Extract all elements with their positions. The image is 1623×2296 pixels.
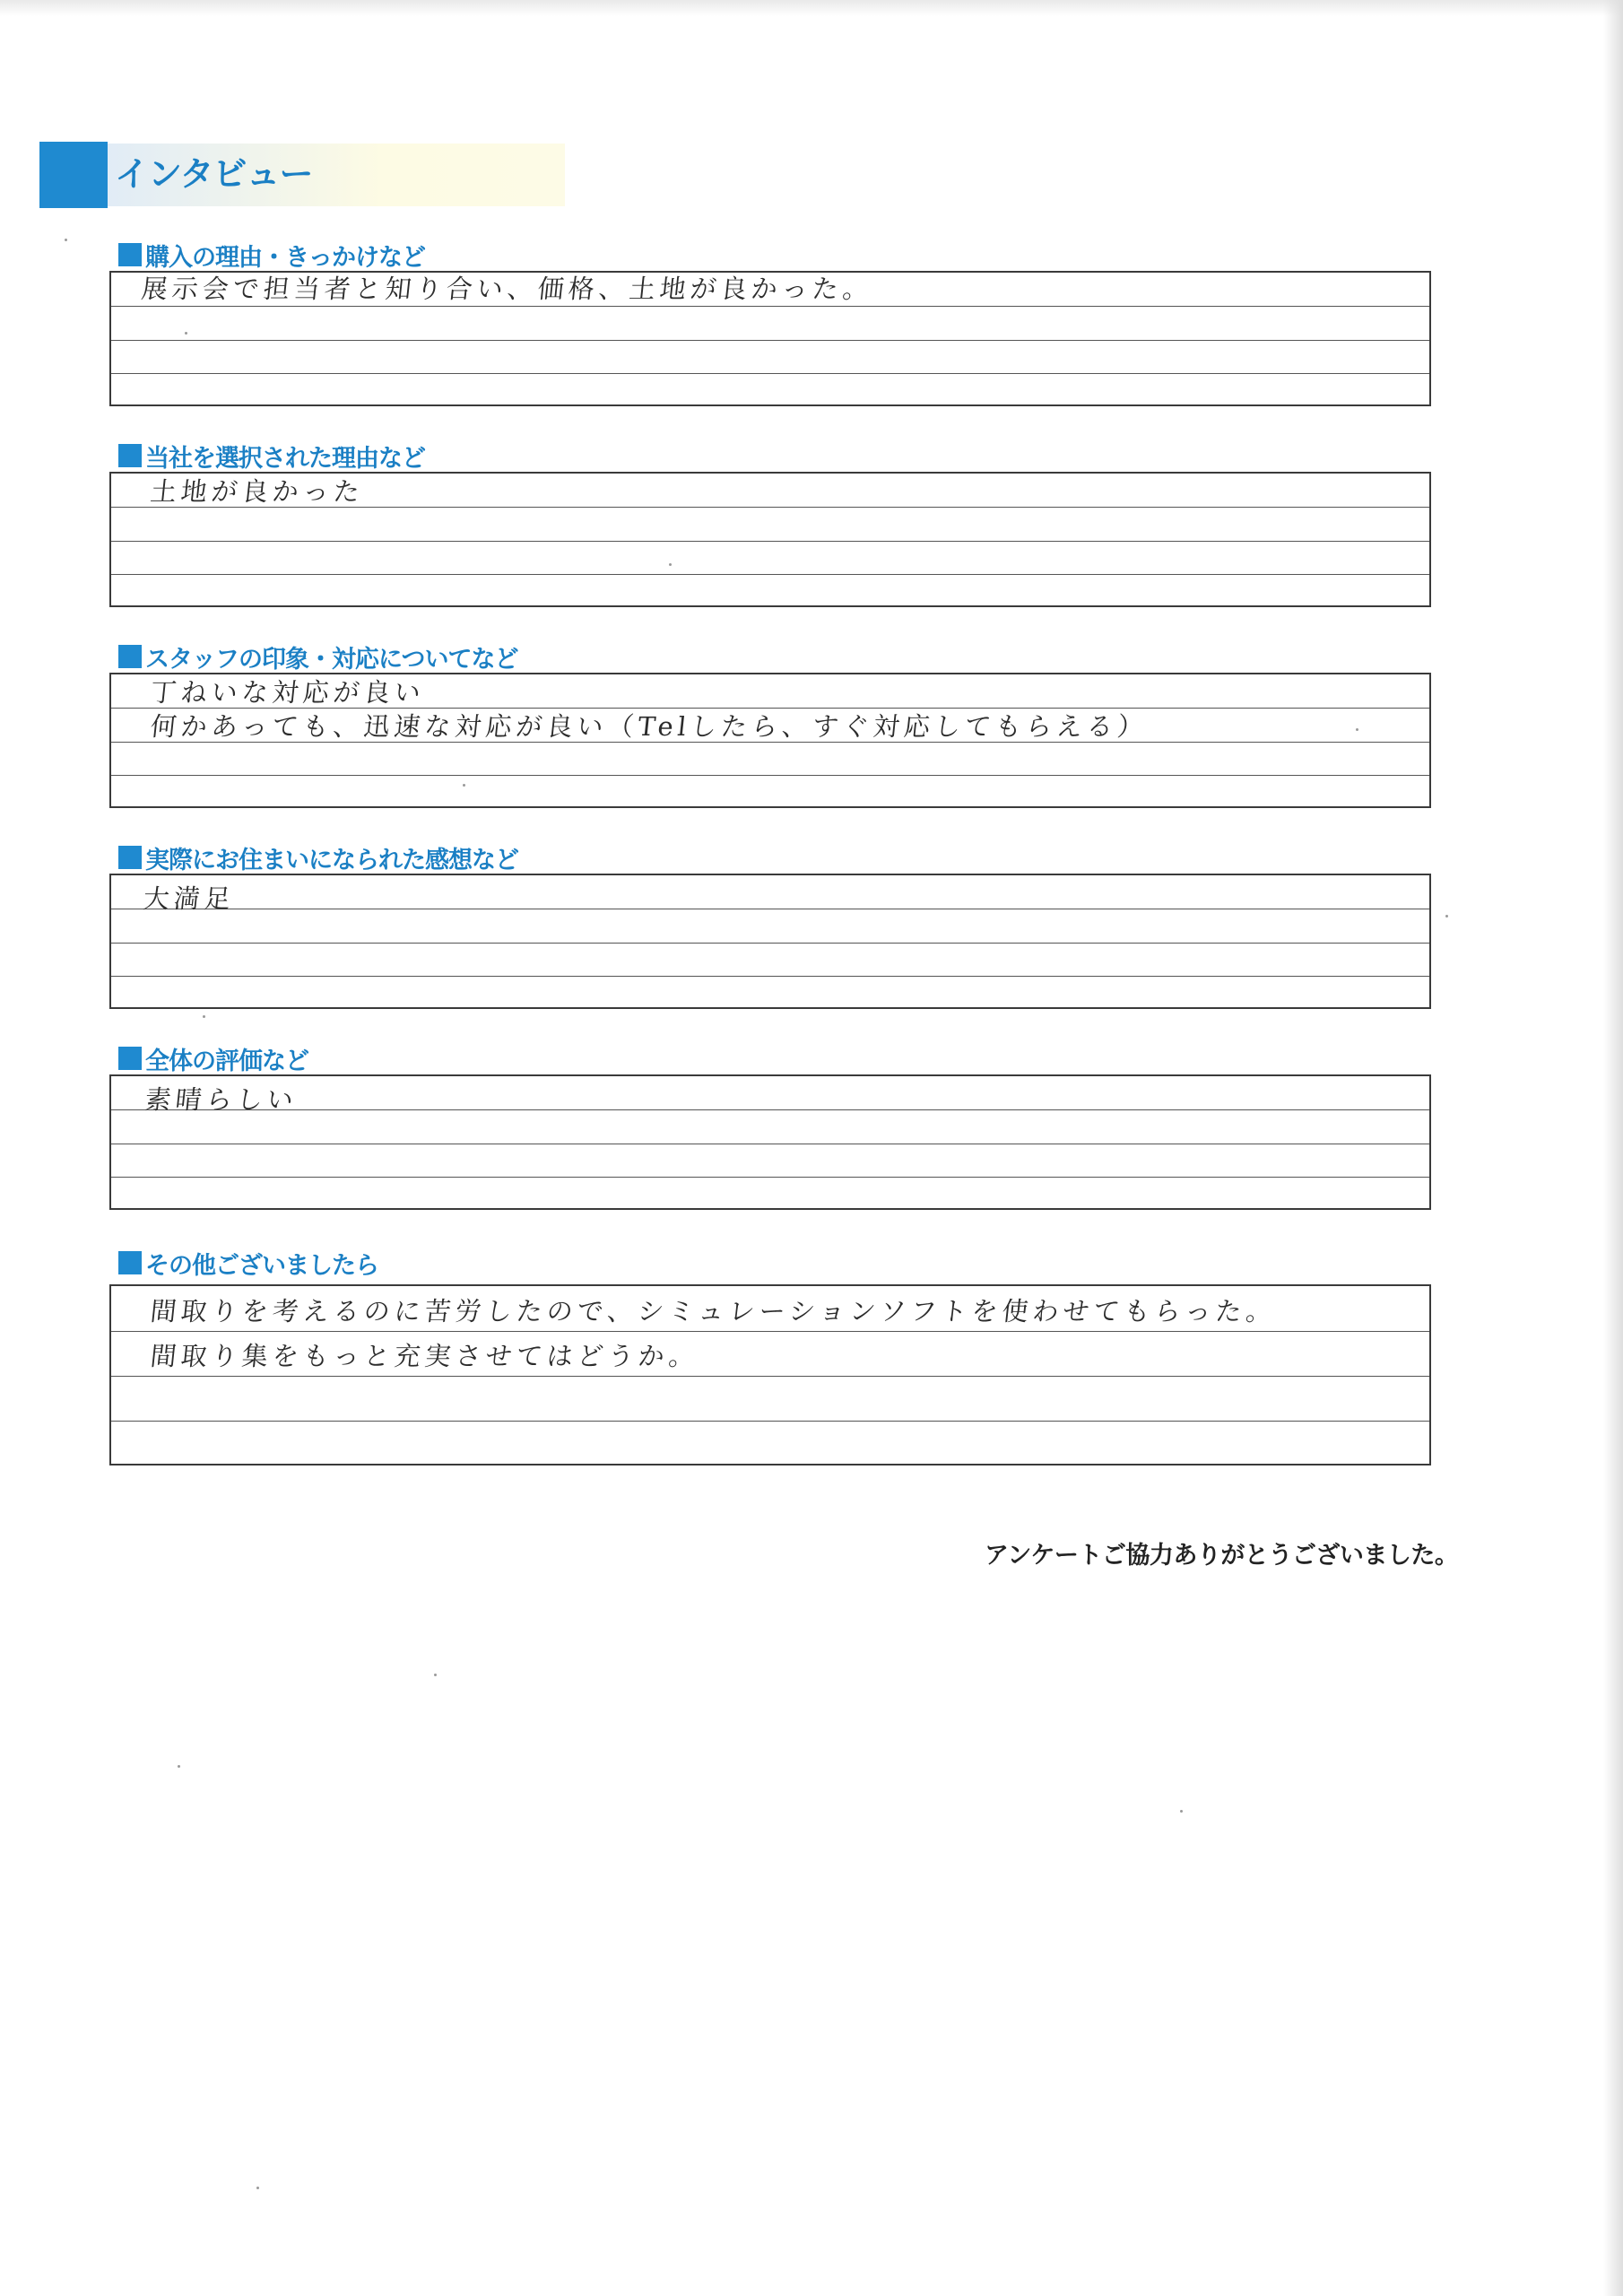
section-heading	[118, 1247, 378, 1279]
section-heading-text: 実際にお住まいになられた感想など	[145, 846, 518, 874]
answer-text: 素晴らしい	[143, 1084, 299, 1115]
section-heading	[118, 841, 518, 874]
scan-speck	[178, 1765, 180, 1768]
scan-edge-top	[0, 0, 1623, 16]
section-heading-text: 全体の評価など	[145, 1047, 308, 1075]
heading-bullet-square	[118, 645, 142, 668]
answer-rule	[111, 306, 1429, 307]
section-heading-text: 購入の理由・きっかけなど	[145, 243, 425, 272]
answer-rule	[111, 1376, 1429, 1377]
answer-box	[109, 1284, 1431, 1465]
scan-speck	[65, 239, 67, 241]
answer-text: 展示会で担当者と知り合い、価格、土地が良かった。	[140, 274, 875, 304]
heading-bullet-square	[118, 444, 142, 467]
section-heading-text: スタッフの印象・対応についてなど	[145, 645, 518, 674]
answer-text: 間取りを考えるのに苦労したので、シミュレーションソフトを使わせてもらった。	[149, 1296, 1279, 1326]
heading-bullet-square	[118, 846, 142, 869]
section-heading	[118, 239, 425, 271]
scan-speck	[1180, 1810, 1183, 1813]
answer-text: 何かあっても、迅速な対応が良い（Telしたら、すぐ対応してもらえる）	[149, 711, 1150, 742]
answer-text: 大満足	[142, 883, 237, 914]
answer-rule	[111, 574, 1429, 575]
answer-text: 間取り集をもっと充実させてはどうか。	[149, 1341, 701, 1371]
scan-speck	[1445, 915, 1448, 918]
section-heading	[118, 640, 517, 673]
thank-you-note: アンケートご協力ありがとうございました。	[985, 1542, 1459, 1570]
answer-box	[109, 1074, 1431, 1210]
answer-box	[109, 874, 1431, 1009]
answer-text: 土地が良かった	[149, 476, 366, 507]
scan-speck	[1356, 728, 1358, 731]
section-heading-text: 当社を選択された理由など	[145, 444, 425, 473]
answer-rule	[111, 775, 1429, 776]
answer-rule	[111, 1109, 1429, 1110]
scan-speck	[463, 784, 465, 787]
answer-rule	[111, 373, 1429, 374]
scan-edge-right	[1603, 0, 1623, 2296]
answer-rule	[111, 1331, 1429, 1332]
page-title: インタビュー	[115, 154, 313, 194]
header-accent-square	[39, 142, 108, 208]
answer-rule	[111, 1421, 1429, 1422]
scan-speck	[669, 563, 672, 566]
answer-box	[109, 673, 1431, 808]
answer-rule	[111, 340, 1429, 341]
answer-rule	[111, 943, 1429, 944]
section-heading	[118, 439, 425, 472]
answer-rule	[111, 976, 1429, 977]
page-header	[39, 142, 529, 208]
scan-speck	[185, 332, 187, 335]
section-heading-text: その他ございましたら	[145, 1251, 378, 1280]
section-heading	[118, 1042, 308, 1074]
scan-speck	[256, 2187, 259, 2189]
answer-rule	[111, 541, 1429, 542]
answer-box	[109, 271, 1431, 406]
answer-text: 丁ねいな対応が良い	[149, 677, 427, 708]
scan-speck	[203, 1015, 205, 1018]
heading-bullet-square	[118, 1047, 142, 1070]
answer-rule	[111, 1177, 1429, 1178]
scan-speck	[434, 1674, 437, 1676]
heading-bullet-square	[118, 1251, 142, 1274]
heading-bullet-square	[118, 243, 142, 266]
answer-box	[109, 472, 1431, 607]
